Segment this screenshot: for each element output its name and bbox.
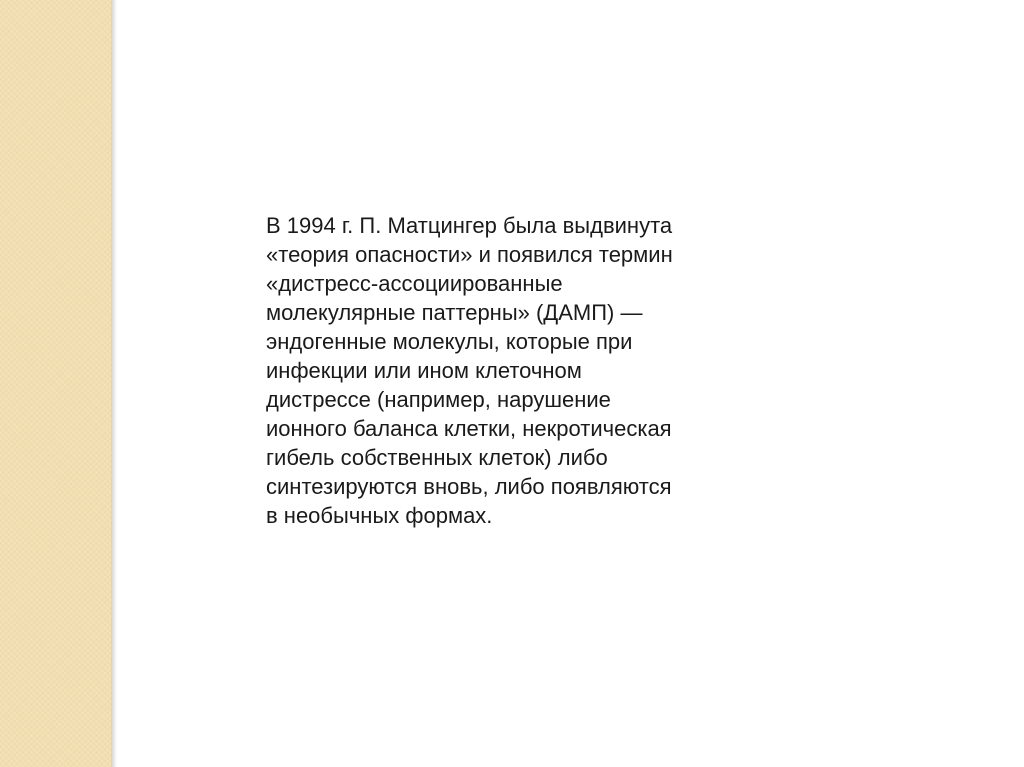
text-line: инфекции или ином клеточном	[266, 358, 582, 383]
text-line: «дистресс-ассоциированные	[266, 271, 563, 296]
side-band-shadow	[111, 0, 117, 767]
text-line: «теория опасности» и появился термин	[266, 242, 673, 267]
text-line: эндогенные молекулы, которые при	[266, 329, 633, 354]
text-line: гибель собственных клеток) либо	[266, 445, 608, 470]
text-line: молекулярные паттерны» (ДАМП) —	[266, 300, 643, 325]
decorative-side-band	[0, 0, 111, 767]
text-line: В 1994 г. П. Матцингер была выдвинута	[266, 213, 673, 238]
slide-body-text	[266, 211, 766, 530]
text-line: синтезируются вновь, либо появляются	[266, 474, 672, 499]
text-line: в необычных формах.	[266, 503, 493, 528]
text-line: дистрессе (например, нарушение	[266, 387, 611, 412]
text-line: ионного баланса клетки, некротическая	[266, 416, 672, 441]
